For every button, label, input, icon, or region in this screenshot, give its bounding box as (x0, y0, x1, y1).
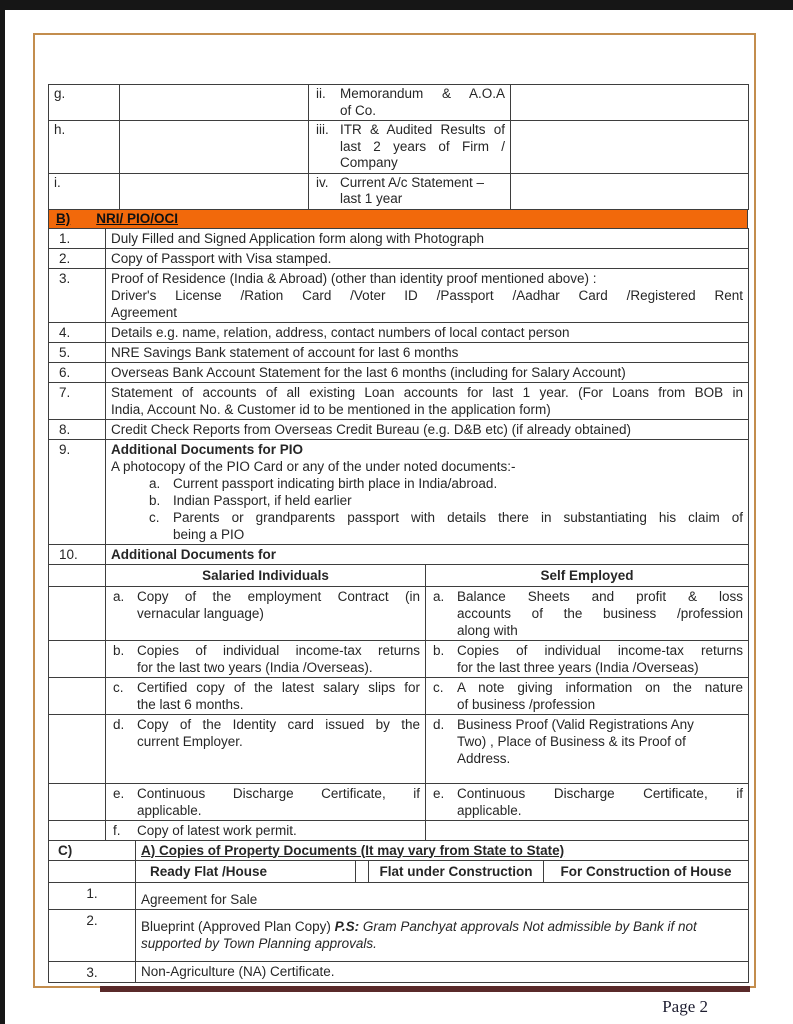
blueprint-text: Blueprint (Approved Plan Copy) (141, 918, 335, 934)
empty-cell (49, 677, 106, 714)
doc-item-cell (309, 85, 511, 121)
row-text (106, 419, 749, 439)
item-text (457, 785, 743, 819)
list-item (147, 492, 743, 509)
text-line: Overseas Bank Account Statement for the last 6 months (including for Salary Account) (111, 364, 626, 380)
text-line: current Employer. (137, 733, 243, 749)
item-text (173, 475, 743, 492)
text-line: last 1 year (340, 191, 403, 206)
text-line: the last 6 months. (137, 696, 244, 712)
empty-cell (49, 586, 106, 640)
self-employed-cell (426, 714, 749, 783)
row-letter (49, 173, 120, 209)
row-number: 7. (49, 382, 106, 419)
section-b-label: B) (56, 211, 71, 226)
table-row (49, 85, 749, 121)
row-number: 10. (49, 544, 106, 564)
text-line: NRE Savings Bank statement of account for last 6 months (111, 344, 459, 360)
text-line: Continuous Discharge Certificate, if (137, 785, 420, 801)
table-header-row (49, 564, 749, 586)
text-line: vernacular language) (137, 605, 264, 621)
column-header-under-construction: Flat under Construction (369, 860, 544, 882)
text-line: Continuous Discharge Certificate, if (457, 785, 743, 801)
table-row (49, 820, 749, 840)
section-b-table (48, 228, 749, 565)
item-text (173, 492, 743, 509)
item-number: d. (433, 716, 445, 732)
text-line: applicable. (457, 802, 522, 818)
item-text (137, 679, 420, 713)
row-letter (49, 121, 120, 174)
section-c-title-cell (136, 840, 749, 860)
row-number: 4. (49, 322, 106, 342)
item-text (137, 785, 420, 819)
text-line: Company (340, 155, 398, 170)
text-line: for the last three years (India /Overseas) (457, 659, 699, 675)
text-line: applicable. (137, 802, 202, 818)
row-letter (49, 85, 120, 121)
text-line: last 2 years of Firm / (340, 138, 505, 154)
item-text (137, 642, 420, 676)
row-text (106, 342, 749, 362)
section-c-title: A) Copies of Property Documents (It may vary from State to State) (141, 842, 565, 858)
row-number: 8. (49, 419, 106, 439)
row-number: 3. (49, 961, 136, 982)
item-number: e. (433, 785, 445, 801)
row-text (106, 544, 749, 564)
item-number: a. (149, 475, 161, 491)
column-header-construction-house: For Construction of House (544, 860, 749, 882)
row-text (106, 322, 749, 342)
text-line: along with (457, 622, 518, 638)
item-number: b. (113, 642, 125, 658)
table-row (49, 268, 749, 322)
salaried-cell (106, 820, 426, 840)
empty-cell (49, 640, 106, 677)
table-row (49, 783, 749, 820)
table-row (49, 961, 749, 982)
row-intro: A photocopy of the PIO Card or any of the under noted documents:- (111, 458, 516, 474)
item-text (137, 822, 420, 839)
item-text (457, 588, 743, 639)
row-text (106, 439, 749, 544)
text-line: Business Proof (Valid Registrations Any (457, 716, 694, 732)
table-header-row (49, 860, 749, 882)
text-line: Agreement for Sale (141, 891, 258, 907)
item-number: ii. (316, 86, 326, 101)
item-text (137, 716, 420, 750)
item-number: d. (113, 716, 125, 732)
text-line: being a PIO (173, 526, 245, 542)
text-line (141, 911, 743, 952)
table-row (49, 121, 749, 174)
table-row (49, 173, 749, 209)
salaried-cell (106, 783, 426, 820)
table-row (49, 882, 749, 909)
text-line: Copies of individual income-tax returns (137, 642, 420, 658)
table-row (49, 586, 749, 640)
column-header-salaried: Salaried Individuals (106, 564, 426, 586)
empty-cell (120, 85, 309, 121)
item-number: c. (149, 509, 160, 525)
section-c-label: C) (49, 840, 136, 860)
text-line: Copy of latest work permit. (137, 822, 297, 838)
empty-cell (120, 121, 309, 174)
table-row (49, 714, 749, 783)
salaried-cell (106, 640, 426, 677)
row-text (106, 382, 749, 419)
row-number: 2. (49, 248, 106, 268)
text-line: Credit Check Reports from Overseas Credit Bureau (e.g. D&B etc) (if already obtained) (111, 421, 631, 437)
text-line: Parents or grandparents passport with details there in substantiating his claim of (173, 509, 743, 525)
row-text (136, 961, 749, 982)
table-row (49, 909, 749, 961)
list-item (147, 509, 743, 543)
row-letter-text: h. (54, 122, 66, 137)
text-line: Copy of the employment Contract (in (137, 588, 420, 604)
self-employed-cell (426, 820, 749, 840)
text-line: Non-Agriculture (NA) Certificate. (141, 963, 335, 979)
table-row (49, 439, 749, 544)
section-b-title: NRI/ PIO/OCI (96, 211, 179, 226)
text-line: Copy of Passport with Visa stamped. (111, 250, 332, 266)
row-text (106, 268, 749, 322)
table-row (49, 228, 749, 248)
salaried-cell (106, 677, 426, 714)
table-row (49, 362, 749, 382)
salaried-cell (106, 714, 426, 783)
row-text (106, 362, 749, 382)
item-text (457, 642, 743, 676)
item-number: e. (113, 785, 125, 801)
text-line: Current A/c Statement – (340, 174, 485, 190)
item-text (137, 588, 420, 622)
table-row (49, 840, 749, 860)
empty-cell (120, 173, 309, 209)
text-line: for the last two years (India /Overseas). (137, 659, 373, 675)
empty-cell (356, 860, 369, 882)
salaried-cell (106, 586, 426, 640)
comparison-table (48, 564, 749, 841)
table-row (49, 419, 749, 439)
self-employed-cell (426, 640, 749, 677)
table-row (49, 382, 749, 419)
text-line: Two) , Place of Business & its Proof of (457, 733, 686, 749)
text-line: of business /profession (457, 696, 596, 712)
row-number: 3. (49, 268, 106, 322)
text-line: Proof of Residence (India & Abroad) (other than identity proof mentioned above) : (111, 270, 597, 286)
document-content (48, 84, 748, 1017)
doc-item-cell (309, 121, 511, 174)
self-employed-cell (426, 677, 749, 714)
text-line: Details e.g. name, relation, address, contact numbers of local contact person (111, 324, 570, 340)
text-line: Certified copy of the latest salary slips for (137, 679, 420, 695)
item-text (457, 679, 743, 713)
row-title: Additional Documents for (111, 546, 276, 562)
item-text (340, 122, 505, 172)
text-line: of Co. (340, 102, 377, 118)
item-number: c. (113, 679, 124, 695)
self-employed-cell (426, 586, 749, 640)
scan-edge-left (0, 0, 5, 1024)
empty-cell (49, 564, 106, 586)
item-text (173, 509, 743, 543)
item-number: iv. (316, 174, 329, 190)
sub-item-list (111, 475, 743, 543)
section-b-header-band (48, 209, 748, 229)
text-line: Duly Filled and Signed Application form along with Photograph (111, 230, 484, 246)
text-line: Indian Passport, if held earlier (173, 492, 352, 508)
table-row (49, 342, 749, 362)
text-line: accounts of the business /profession (457, 605, 743, 621)
self-employed-cell (426, 783, 749, 820)
section-c-table (48, 840, 749, 983)
text-line: Copy of the Identity card issued by the (137, 716, 420, 732)
row-text (136, 909, 749, 961)
footer-rule (100, 986, 750, 992)
item-text (340, 86, 505, 119)
table-row (49, 640, 749, 677)
text-line: Statement of accounts of all existing Loan accounts for last 1 year. (For Loans from BOB in (111, 384, 743, 400)
row-number: 2. (49, 909, 136, 961)
text-line: ITR & Audited Results of (340, 122, 505, 137)
scan-edge-top (0, 0, 793, 10)
empty-cell (511, 85, 749, 121)
empty-cell (511, 121, 749, 174)
table-row (49, 322, 749, 342)
continuation-table (48, 84, 749, 210)
item-number: b. (149, 492, 161, 508)
column-header-ready-flat: Ready Flat /House (136, 860, 356, 882)
empty-cell (49, 714, 106, 783)
empty-cell (49, 860, 136, 882)
row-letter-text: g. (54, 86, 66, 101)
empty-cell (49, 820, 106, 840)
text-line: India, Account No. & Customer id to be mentioned in the application form) (111, 401, 551, 417)
item-number: b. (433, 642, 445, 658)
page-number: Page 2 (662, 996, 708, 1016)
text-line: Driver's License /Ration Card /Voter ID /Passport /Aadhar Card /Registered Rent (111, 287, 743, 303)
item-number: iii. (316, 122, 329, 137)
item-text (340, 175, 505, 208)
doc-item-cell (309, 173, 511, 209)
row-number: 1. (49, 228, 106, 248)
item-number: a. (113, 588, 125, 604)
row-text (106, 228, 749, 248)
table-row (49, 544, 749, 564)
item-text (457, 716, 743, 767)
table-row (49, 248, 749, 268)
text-line: Copies of individual income-tax returns (457, 642, 743, 658)
item-number: c. (433, 679, 444, 695)
ps-label: P.S: (334, 918, 360, 934)
row-letter-text: i. (54, 174, 61, 190)
column-header-self-employed: Self Employed (426, 564, 749, 586)
row-text (106, 248, 749, 268)
table-row (49, 677, 749, 714)
row-text (136, 882, 749, 909)
text-line: Address. (457, 750, 511, 766)
row-number: 9. (49, 439, 106, 544)
item-number: a. (433, 588, 445, 604)
empty-cell (49, 783, 106, 820)
text-line: Balance Sheets and profit & loss (457, 588, 743, 604)
text-line: Memorandum & A.O.A (340, 86, 505, 101)
empty-cell (511, 173, 749, 209)
text-line: Current passport indicating birth place in India/abroad. (173, 475, 498, 491)
row-number: 1. (49, 882, 136, 909)
ps-note-text: Gram Panchyat approvals Not admissible by Bank if not supported by Town Planning approvals. (141, 918, 697, 951)
row-title: Additional Documents for PIO (111, 441, 304, 457)
item-number: f. (113, 822, 121, 838)
row-number: 6. (49, 362, 106, 382)
row-number: 5. (49, 342, 106, 362)
text-line: A note giving information on the nature (457, 679, 743, 695)
list-item (147, 475, 743, 492)
text-line: Agreement (111, 304, 178, 320)
